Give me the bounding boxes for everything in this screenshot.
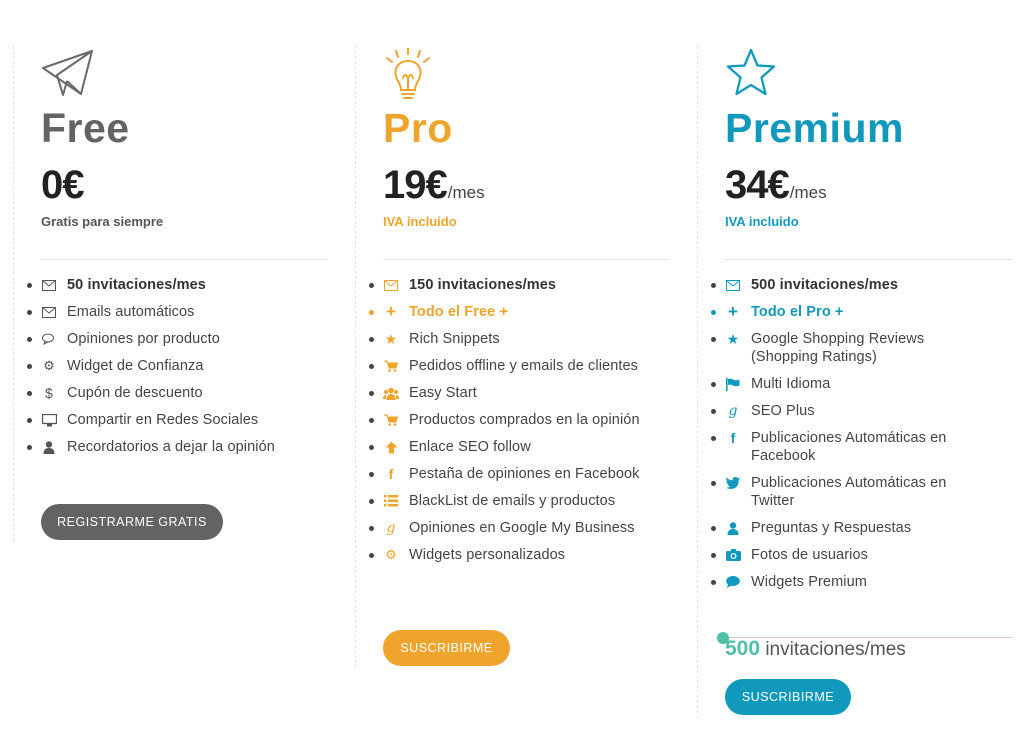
column-divider-3 (697, 46, 698, 718)
list-item: g Opiniones en Google My Business (383, 519, 673, 537)
paper-plane-icon (41, 48, 95, 103)
list-item: + Todo el Free + (383, 303, 673, 321)
cart-icon (383, 358, 399, 374)
price (383, 163, 485, 208)
list-item: Compartir en Redes Sociales (41, 411, 331, 429)
list-item: g SEO Plus (725, 402, 977, 420)
divider (383, 259, 670, 260)
price-amount: 0€ (41, 163, 84, 207)
plan-name: Free (41, 105, 130, 151)
list-item: Easy Start (383, 384, 673, 402)
list-item: Enlace SEO follow (383, 438, 673, 456)
list-item: ⚙ Widgets personalizados (383, 546, 673, 564)
gear-icon: ⚙ (43, 358, 55, 373)
star-icon: ★ (726, 331, 740, 347)
list-item: 150 invitaciones/mes (383, 276, 673, 294)
user-icon (725, 520, 741, 536)
plan-name: Pro (383, 105, 453, 151)
dollar-icon: $ (45, 385, 53, 401)
camera-icon (725, 547, 741, 563)
user-icon (41, 439, 57, 455)
list-item: Preguntas y Respuestas (725, 519, 977, 537)
list-item: 50 invitaciones/mes (41, 276, 331, 294)
price-period: /mes (789, 183, 827, 202)
arrow-up-icon (383, 439, 399, 455)
plus-icon: + (385, 302, 397, 321)
list-item: BlackList de emails y productos (383, 492, 673, 510)
register-free-button[interactable]: REGISTRARME GRATIS (41, 504, 223, 540)
gear-icon: ⚙ (385, 547, 397, 562)
envelope-icon (383, 277, 399, 293)
list-item: Fotos de usuarios (725, 546, 977, 564)
subscribe-premium-button[interactable]: SUSCRIBIRME (725, 679, 851, 715)
price-note: IVA incluido (383, 214, 457, 229)
price (41, 163, 85, 208)
flag-icon (725, 376, 741, 392)
list-item: f Pestaña de opiniones en Facebook (383, 465, 673, 483)
list-item: 500 invitaciones/mes (725, 276, 977, 294)
facebook-icon: f (388, 466, 394, 482)
price-note: IVA incluido (725, 214, 799, 229)
divider (725, 259, 1013, 260)
price-amount: 19€ (383, 163, 447, 207)
invitations-slider-value (725, 637, 906, 661)
price (725, 163, 827, 208)
list-item: ⚙ Widget de Confianza (41, 357, 331, 375)
envelope-icon (41, 277, 57, 293)
users-icon (383, 385, 399, 401)
column-divider-1 (13, 46, 14, 541)
envelope-icon (41, 304, 57, 320)
list-item: $ Cupón de descuento (41, 384, 331, 402)
list-item: Publicaciones Automáticas en Twitter (725, 474, 977, 510)
list-item: Recordatorios a dejar la opinión (41, 438, 331, 456)
price-amount: 34€ (725, 163, 789, 207)
list-item: Widgets Premium (725, 573, 977, 591)
list-item: Productos comprados en la opinión (383, 411, 673, 429)
list-item: Multi Idioma (725, 375, 977, 393)
list-item: ★ Rich Snippets (383, 330, 673, 348)
subscribe-pro-button[interactable]: SUSCRIBIRME (383, 630, 510, 666)
star-icon: ★ (384, 331, 398, 347)
slider-value-number: 500 (725, 637, 761, 660)
lightbulb-icon (383, 48, 433, 108)
column-divider-2 (355, 46, 356, 668)
envelope-icon (725, 277, 741, 293)
slider-value-unit: invitaciones/mes (765, 639, 906, 660)
google-icon: g (386, 520, 396, 536)
price-note: Gratis para siempre (41, 214, 164, 229)
price-period: /mes (447, 183, 485, 202)
plan-name: Premium (725, 105, 904, 151)
star-outline-icon (725, 48, 777, 103)
list-item: f Publicaciones Automáticas en Facebook (725, 429, 977, 465)
feature-list (41, 276, 331, 465)
monitor-icon (41, 412, 57, 428)
feature-list (383, 276, 673, 573)
chat-icon (725, 574, 741, 590)
list-item: + Todo el Pro + (725, 303, 977, 321)
comments-icon (41, 331, 57, 347)
facebook-icon: f (730, 430, 736, 446)
list-icon (383, 493, 399, 509)
divider (41, 259, 328, 260)
list-item: Emails automáticos (41, 303, 331, 321)
list-item: ★ Google Shopping Reviews (Shopping Ratings) (725, 330, 977, 366)
google-icon: g (728, 403, 738, 419)
feature-list (725, 276, 977, 600)
list-item: Pedidos offline y emails de clientes (383, 357, 673, 375)
twitter-icon (725, 475, 741, 491)
list-item: Opiniones por producto (41, 330, 331, 348)
plus-icon: + (727, 302, 739, 321)
cart-icon (383, 412, 399, 428)
